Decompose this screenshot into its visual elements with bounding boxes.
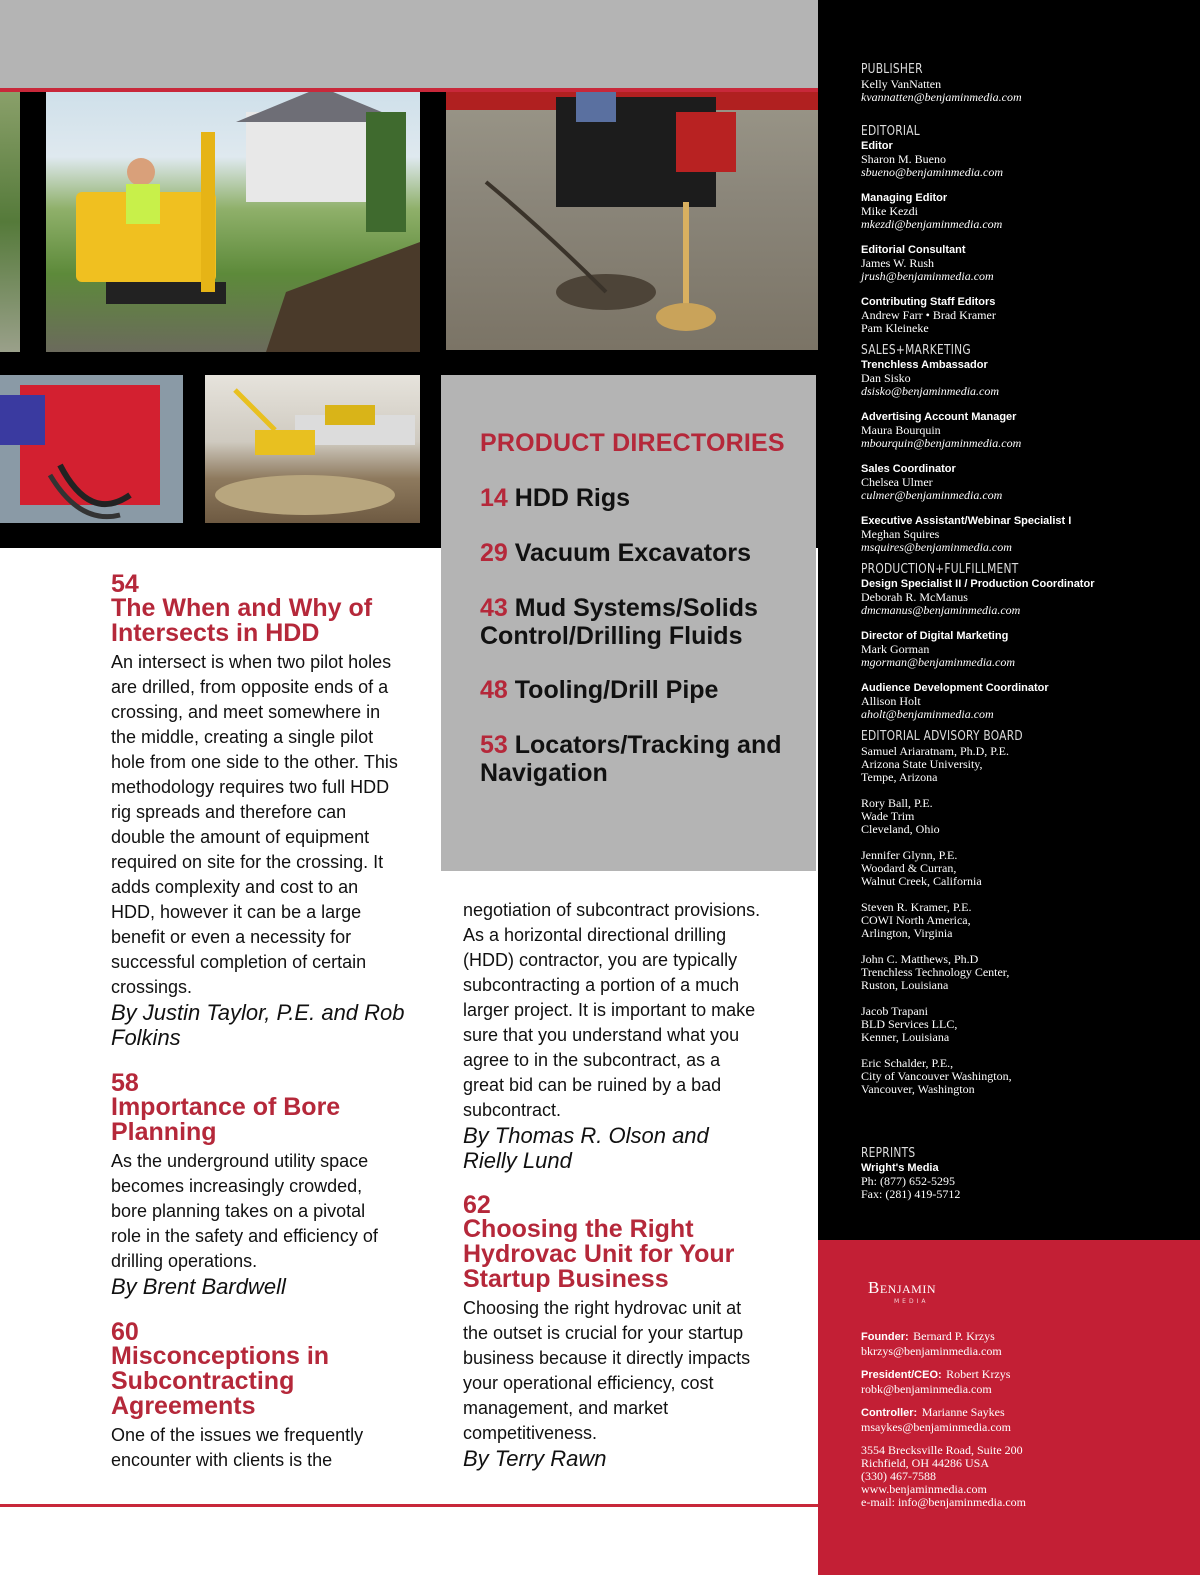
logo-subtext: MEDIA bbox=[894, 1298, 929, 1305]
staff-name: Kelly VanNatten bbox=[861, 77, 942, 91]
staff-role: Sales Coordinator bbox=[861, 463, 956, 475]
board-member-location: Arlington, Virginia bbox=[861, 926, 953, 940]
photo-left-sliver bbox=[0, 92, 20, 352]
founder-role: President/CEO: bbox=[861, 1369, 942, 1381]
article-summary: As the underground utility space becomes increasingly crowded, bore planning takes on a pivotal role in the safety and efficiency of drilling operations. bbox=[111, 1151, 378, 1271]
product-directories-box bbox=[441, 375, 816, 871]
reprints-fax: Fax: (281) 419-5712 bbox=[861, 1187, 961, 1201]
founder-list bbox=[861, 1327, 1191, 1509]
article-summary: Choosing the right hydrovac unit at the outset is crucial for your startup business because it directly impacts your operational efficiency, cost management, and market competitiveness. bbox=[463, 1298, 751, 1443]
staff-email[interactable]: mgorman@benjaminmedia.com bbox=[861, 655, 1016, 669]
section-heading-publisher: PUBLISHER bbox=[861, 62, 923, 77]
photo-muddy-rig bbox=[446, 92, 818, 350]
board-member bbox=[861, 849, 1191, 888]
staff-email[interactable]: kvannatten@benjaminmedia.com bbox=[861, 90, 1022, 104]
board-member-location: Vancouver, Washington bbox=[861, 1082, 975, 1096]
masthead-column bbox=[818, 0, 1200, 1240]
staff-email[interactable]: jrush@benjaminmedia.com bbox=[861, 269, 994, 283]
board-member-name: Steven R. Kramer, P.E. bbox=[861, 900, 972, 914]
board-member-org: City of Vancouver Washington, bbox=[861, 1069, 1012, 1083]
article-summary: One of the issues we frequently encounter with clients is the bbox=[111, 1425, 364, 1470]
staff-name: Chelsea Ulmer bbox=[861, 475, 933, 489]
benjamin-media-logo bbox=[868, 1278, 936, 1305]
directory-item[interactable] bbox=[480, 539, 810, 567]
directory-label: Tooling/Drill Pipe bbox=[514, 676, 719, 704]
directory-page-number: 43 bbox=[480, 594, 508, 622]
staff-role: Managing Editor bbox=[861, 192, 948, 204]
board-member-org: COWI North America, bbox=[861, 913, 971, 927]
article-summary-continued: negotiation of subcontract provisions. As a horizontal directional drilling (HDD) contractor, you are typically subcontracting a portion of a much larger project. It is important to make sure that you understand what you agree to in the subcontract, as a great bid can be ruined by a bad subcontract. bbox=[463, 900, 761, 1120]
article-58[interactable] bbox=[111, 1071, 401, 1299]
section-heading-sales: SALES+MARKETING bbox=[861, 343, 971, 358]
staff-role: Executive Assistant/Webinar Specialist I bbox=[861, 515, 1072, 527]
staff-name: Andrew Farr • Brad Kramer bbox=[861, 308, 996, 322]
board-member bbox=[861, 953, 1191, 992]
board-member bbox=[861, 797, 1191, 836]
masthead-staff bbox=[861, 56, 1191, 1096]
article-byline: By Terry Rawn bbox=[463, 1446, 607, 1471]
staff-email[interactable]: dsisko@benjaminmedia.com bbox=[861, 384, 1000, 398]
staff-role: Trenchless Ambassador bbox=[861, 359, 988, 371]
staff-email[interactable]: mkezdi@benjaminmedia.com bbox=[861, 217, 1003, 231]
article-title[interactable]: Importance of Bore Planning bbox=[111, 1093, 341, 1146]
section-heading-production: PRODUCTION+FULFILLMENT bbox=[861, 562, 1019, 577]
staff-role: Design Specialist II / Production Coordinator bbox=[861, 578, 1095, 590]
publisher-info-block bbox=[818, 1240, 1200, 1575]
board-member-name: Rory Ball, P.E. bbox=[861, 796, 933, 810]
staff-role: Editorial Consultant bbox=[861, 244, 966, 256]
staff-role: Audience Development Coordinator bbox=[861, 682, 1049, 694]
board-member-name: Jennifer Glynn, P.E. bbox=[861, 848, 958, 862]
board-member bbox=[861, 901, 1191, 940]
founder-entry bbox=[861, 1403, 1191, 1421]
directories-heading: PRODUCT DIRECTORIES bbox=[480, 429, 785, 457]
article-summary: An intersect is when two pilot holes are drilled, from opposite ends of a crossing, and meet somewhere in the middle, creating a single pilot hole from one side to the other. This methodology requires two full HDD rig spreads and therefore can double the amount of equipment required on site for the crossing. It adds complexity and cost to an HDD, however it can be a large benefit or even a necessity for successful completion of certain crossings. bbox=[111, 652, 398, 997]
staff-email[interactable]: culmer@benjaminmedia.com bbox=[861, 488, 1003, 502]
board-member-name: Eric Schalder, P.E., bbox=[861, 1056, 954, 1070]
article-byline: By Brent Bardwell bbox=[111, 1274, 286, 1299]
board-member-org: Arizona State University, bbox=[861, 757, 983, 771]
photo-hdd-rig-operator bbox=[46, 92, 420, 352]
board-member-location: Walnut Creek, California bbox=[861, 874, 982, 888]
directory-page-number: 48 bbox=[480, 676, 508, 704]
staff-role: Contributing Staff Editors bbox=[861, 296, 996, 308]
board-member bbox=[861, 1005, 1191, 1044]
address-line: Richfield, OH 44286 USA bbox=[861, 1456, 989, 1470]
founder-email[interactable]: robk@benjaminmedia.com bbox=[861, 1382, 992, 1396]
staff-email[interactable]: aholt@benjaminmedia.com bbox=[861, 707, 994, 721]
board-member-name: Samuel Ariaratnam, Ph.D, P.E. bbox=[861, 744, 1009, 758]
founder-role: Founder: bbox=[861, 1331, 909, 1343]
board-member-org: BLD Services LLC, bbox=[861, 1017, 958, 1031]
board-member-location: Kenner, Louisiana bbox=[861, 1030, 950, 1044]
article-title[interactable]: Misconceptions in Subcontracting Agreements bbox=[111, 1342, 330, 1420]
board-member-location: Tempe, Arizona bbox=[861, 770, 938, 784]
directory-label: Locators/Tracking and Navigation bbox=[480, 731, 782, 787]
section-heading-advisory-board: EDITORIAL ADVISORY BOARD bbox=[861, 729, 1023, 744]
staff-name: Mike Kezdi bbox=[861, 204, 918, 218]
staff-name: Meghan Squires bbox=[861, 527, 940, 541]
board-member bbox=[861, 1057, 1191, 1096]
staff-email[interactable]: mbourquin@benjaminmedia.com bbox=[861, 436, 1022, 450]
article-title[interactable]: Choosing the Right Hydrovac Unit for Your Startup Business bbox=[463, 1215, 735, 1293]
staff-role: Advertising Account Manager bbox=[861, 411, 1017, 423]
staff-role: Director of Digital Marketing bbox=[861, 630, 1009, 642]
address-website[interactable]: www.benjaminmedia.com bbox=[861, 1482, 987, 1496]
founder-name: Robert Krzys bbox=[946, 1367, 1011, 1381]
staff-email[interactable]: msquires@benjaminmedia.com bbox=[861, 540, 1012, 554]
board-member-location: Cleveland, Ohio bbox=[861, 822, 940, 836]
staff-name: James W. Rush bbox=[861, 256, 935, 270]
founder-email[interactable]: bkrzys@benjaminmedia.com bbox=[861, 1344, 1002, 1358]
founder-role: Controller: bbox=[861, 1407, 918, 1419]
top-band bbox=[0, 0, 818, 88]
staff-role: Editor bbox=[861, 140, 893, 152]
staff-name: Deborah R. McManus bbox=[861, 590, 968, 604]
address-email[interactable]: e-mail: info@benjaminmedia.com bbox=[861, 1495, 1026, 1509]
article-62[interactable] bbox=[463, 1193, 763, 1471]
board-member-org: Woodard & Curran, bbox=[861, 861, 957, 875]
founder-email[interactable]: msaykes@benjaminmedia.com bbox=[861, 1420, 1012, 1434]
board-member-org: Wade Trim bbox=[861, 809, 915, 823]
staff-name: Allison Holt bbox=[861, 694, 921, 708]
directory-item[interactable] bbox=[480, 484, 810, 512]
article-page-number: 58 bbox=[111, 1069, 139, 1097]
directory-page-number: 53 bbox=[480, 731, 508, 759]
article-page-number: 62 bbox=[463, 1191, 491, 1219]
directory-page-number: 29 bbox=[480, 539, 508, 567]
directory-item[interactable] bbox=[480, 676, 810, 704]
board-member-org: Trenchless Technology Center, bbox=[861, 965, 1010, 979]
article-byline: By Thomas R. Olson and Rielly Lund bbox=[463, 1123, 709, 1173]
staff-name: Maura Bourquin bbox=[861, 423, 941, 437]
staff-email[interactable]: dmcmanus@benjaminmedia.com bbox=[861, 603, 1021, 617]
address-phone: (330) 467-7588 bbox=[861, 1469, 936, 1483]
directory-item[interactable] bbox=[480, 731, 810, 787]
reprints-block bbox=[861, 1140, 1191, 1201]
address-line: 3554 Brecksville Road, Suite 200 bbox=[861, 1443, 1023, 1457]
staff-name: Pam Kleineke bbox=[861, 321, 929, 335]
section-heading-editorial: EDITORIAL bbox=[861, 124, 920, 139]
staff-name: Sharon M. Bueno bbox=[861, 152, 946, 166]
founder-entry bbox=[861, 1365, 1191, 1383]
founder-entry bbox=[861, 1327, 1191, 1345]
article-page-number: 54 bbox=[111, 570, 139, 598]
bottom-rule bbox=[0, 1504, 818, 1507]
reprints-company: Wright's Media bbox=[861, 1162, 939, 1174]
founder-name: Bernard P. Krzys bbox=[913, 1329, 995, 1343]
board-member bbox=[861, 745, 1191, 784]
directory-page-number: 14 bbox=[480, 484, 508, 512]
founder-name: Marianne Saykes bbox=[921, 1405, 1005, 1419]
article-page-number: 60 bbox=[111, 1318, 139, 1346]
article-54[interactable] bbox=[111, 572, 411, 1050]
section-heading-reprints: REPRINTS bbox=[861, 1146, 916, 1161]
article-60[interactable] bbox=[111, 1320, 401, 1473]
directory-item[interactable] bbox=[480, 594, 780, 650]
article-byline: By Justin Taylor, P.E. and Rob Folkins bbox=[111, 1000, 405, 1050]
staff-name: Mark Gorman bbox=[861, 642, 930, 656]
photo-red-equipment bbox=[0, 375, 183, 523]
board-member-location: Ruston, Louisiana bbox=[861, 978, 949, 992]
board-member-name: Jacob Trapani bbox=[861, 1004, 928, 1018]
photo-excavators-site bbox=[205, 375, 420, 523]
board-member-name: John C. Matthews, Ph.D bbox=[861, 952, 979, 966]
directory-label: HDD Rigs bbox=[514, 484, 631, 512]
directory-label: Mud Systems/Solids Control/Drilling Fluids bbox=[480, 594, 758, 650]
article-title[interactable]: The When and Why of Intersects in HDD bbox=[111, 594, 373, 647]
article-60-continued bbox=[463, 898, 763, 1173]
directory-label: Vacuum Excavators bbox=[514, 539, 752, 567]
reprints-phone: Ph: (877) 652-5295 bbox=[861, 1174, 955, 1188]
staff-email[interactable]: sbueno@benjaminmedia.com bbox=[861, 165, 1004, 179]
staff-name: Dan Sisko bbox=[861, 371, 911, 385]
logo-wordmark: Benjamin bbox=[868, 1278, 937, 1297]
